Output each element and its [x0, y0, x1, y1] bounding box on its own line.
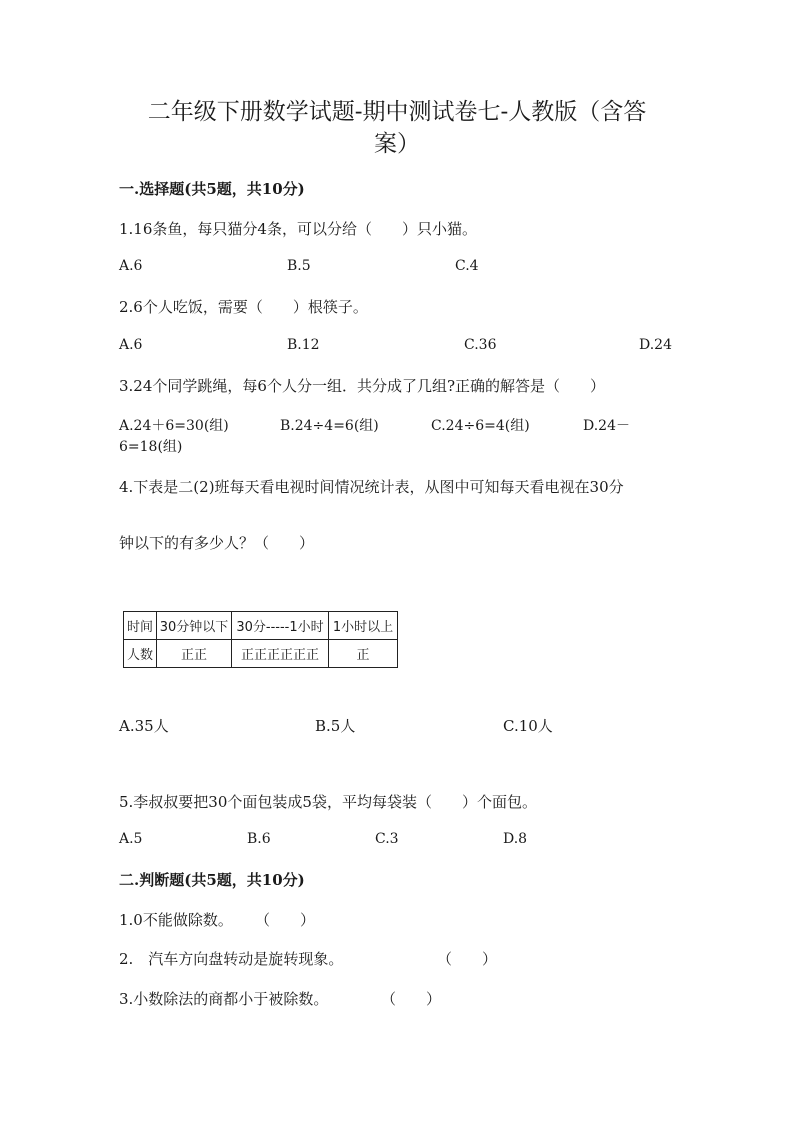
judgment-3-blank: （ ） — [381, 990, 442, 1008]
q3-option-b: B.24÷4=6(组) — [280, 418, 379, 434]
q1-option-c: C.4 — [455, 258, 479, 274]
q4-option-c: C.10人 — [503, 717, 553, 735]
table-row — [124, 640, 398, 668]
table-row-label: 人数 — [124, 640, 157, 668]
question-4-text-line1: 4.下表是二(2)班每天看电视时间情况统计表，从图中可知每天看电视在30分 — [119, 478, 624, 496]
q5-option-c: C.3 — [375, 831, 399, 847]
q1-option-a: A.6 — [119, 258, 143, 274]
judgment-1-blank: （ ） — [255, 911, 316, 929]
table-cell: 正正正正正正 — [232, 640, 329, 668]
q3-option-c: C.24÷6=4(组) — [431, 418, 530, 434]
question-1-text: 1.16条鱼，每只猫分4条，可以分给（ ）只小猫。 — [119, 220, 477, 238]
q2-option-d: D.24 — [639, 337, 672, 353]
judgment-3-text: 3.小数除法的商都小于被除数。 — [119, 990, 329, 1008]
question-5-text: 5.李叔叔要把30个面包装成5袋，平均每袋装（ ）个面包。 — [119, 793, 537, 811]
question-4-text-line2: 钟以下的有多少人？（ ） — [119, 534, 315, 552]
judgment-2-text: 2. 汽车方向盘转动是旋转现象。 — [119, 950, 344, 968]
judgment-2-blank: （ ） — [437, 950, 498, 968]
q4-option-a: A.35人 — [119, 717, 169, 735]
q3-option-d: D.24－ — [583, 418, 630, 434]
tv-time-tally-table — [123, 611, 398, 668]
table-header-cell: 30分钟以下 — [157, 612, 232, 640]
section-heading-choice: 一.选择题(共5题，共10分) — [119, 180, 305, 198]
judgment-1-text: 1.0不能做除数。 — [119, 911, 233, 929]
section-heading-judgment: 二.判断题(共5题，共10分) — [119, 871, 305, 889]
table-header-cell: 时间 — [124, 612, 157, 640]
q5-option-d: D.8 — [503, 831, 528, 847]
page-title-line2: 案） — [374, 131, 420, 157]
table-header-cell: 30分-----1小时 — [232, 612, 329, 640]
question-2-text: 2.6个人吃饭，需要（ ）根筷子。 — [119, 298, 368, 316]
q3-option-a: A.24＋6=30(组) — [119, 418, 229, 434]
q5-option-a: A.5 — [119, 831, 143, 847]
q1-option-b: B.5 — [287, 258, 311, 274]
table-cell: 正正 — [157, 640, 232, 668]
page-title-line1: 二年级下册数学试题-期中测试卷七-人教版（含答 — [147, 99, 647, 125]
q3-option-d-continued: 6=18(组) — [119, 439, 183, 455]
q2-option-a: A.6 — [119, 337, 143, 353]
q4-option-b: B.5人 — [315, 717, 356, 735]
table-cell: 正 — [329, 640, 398, 668]
question-3-text: 3.24个同学跳绳，每6个人分一组．共分成了几组?正确的解答是（ ） — [119, 377, 605, 395]
q2-option-c: C.36 — [464, 337, 497, 353]
table-row — [124, 612, 398, 640]
q2-option-b: B.12 — [287, 337, 320, 353]
table-header-cell: 1小时以上 — [329, 612, 398, 640]
q5-option-b: B.6 — [247, 831, 271, 847]
